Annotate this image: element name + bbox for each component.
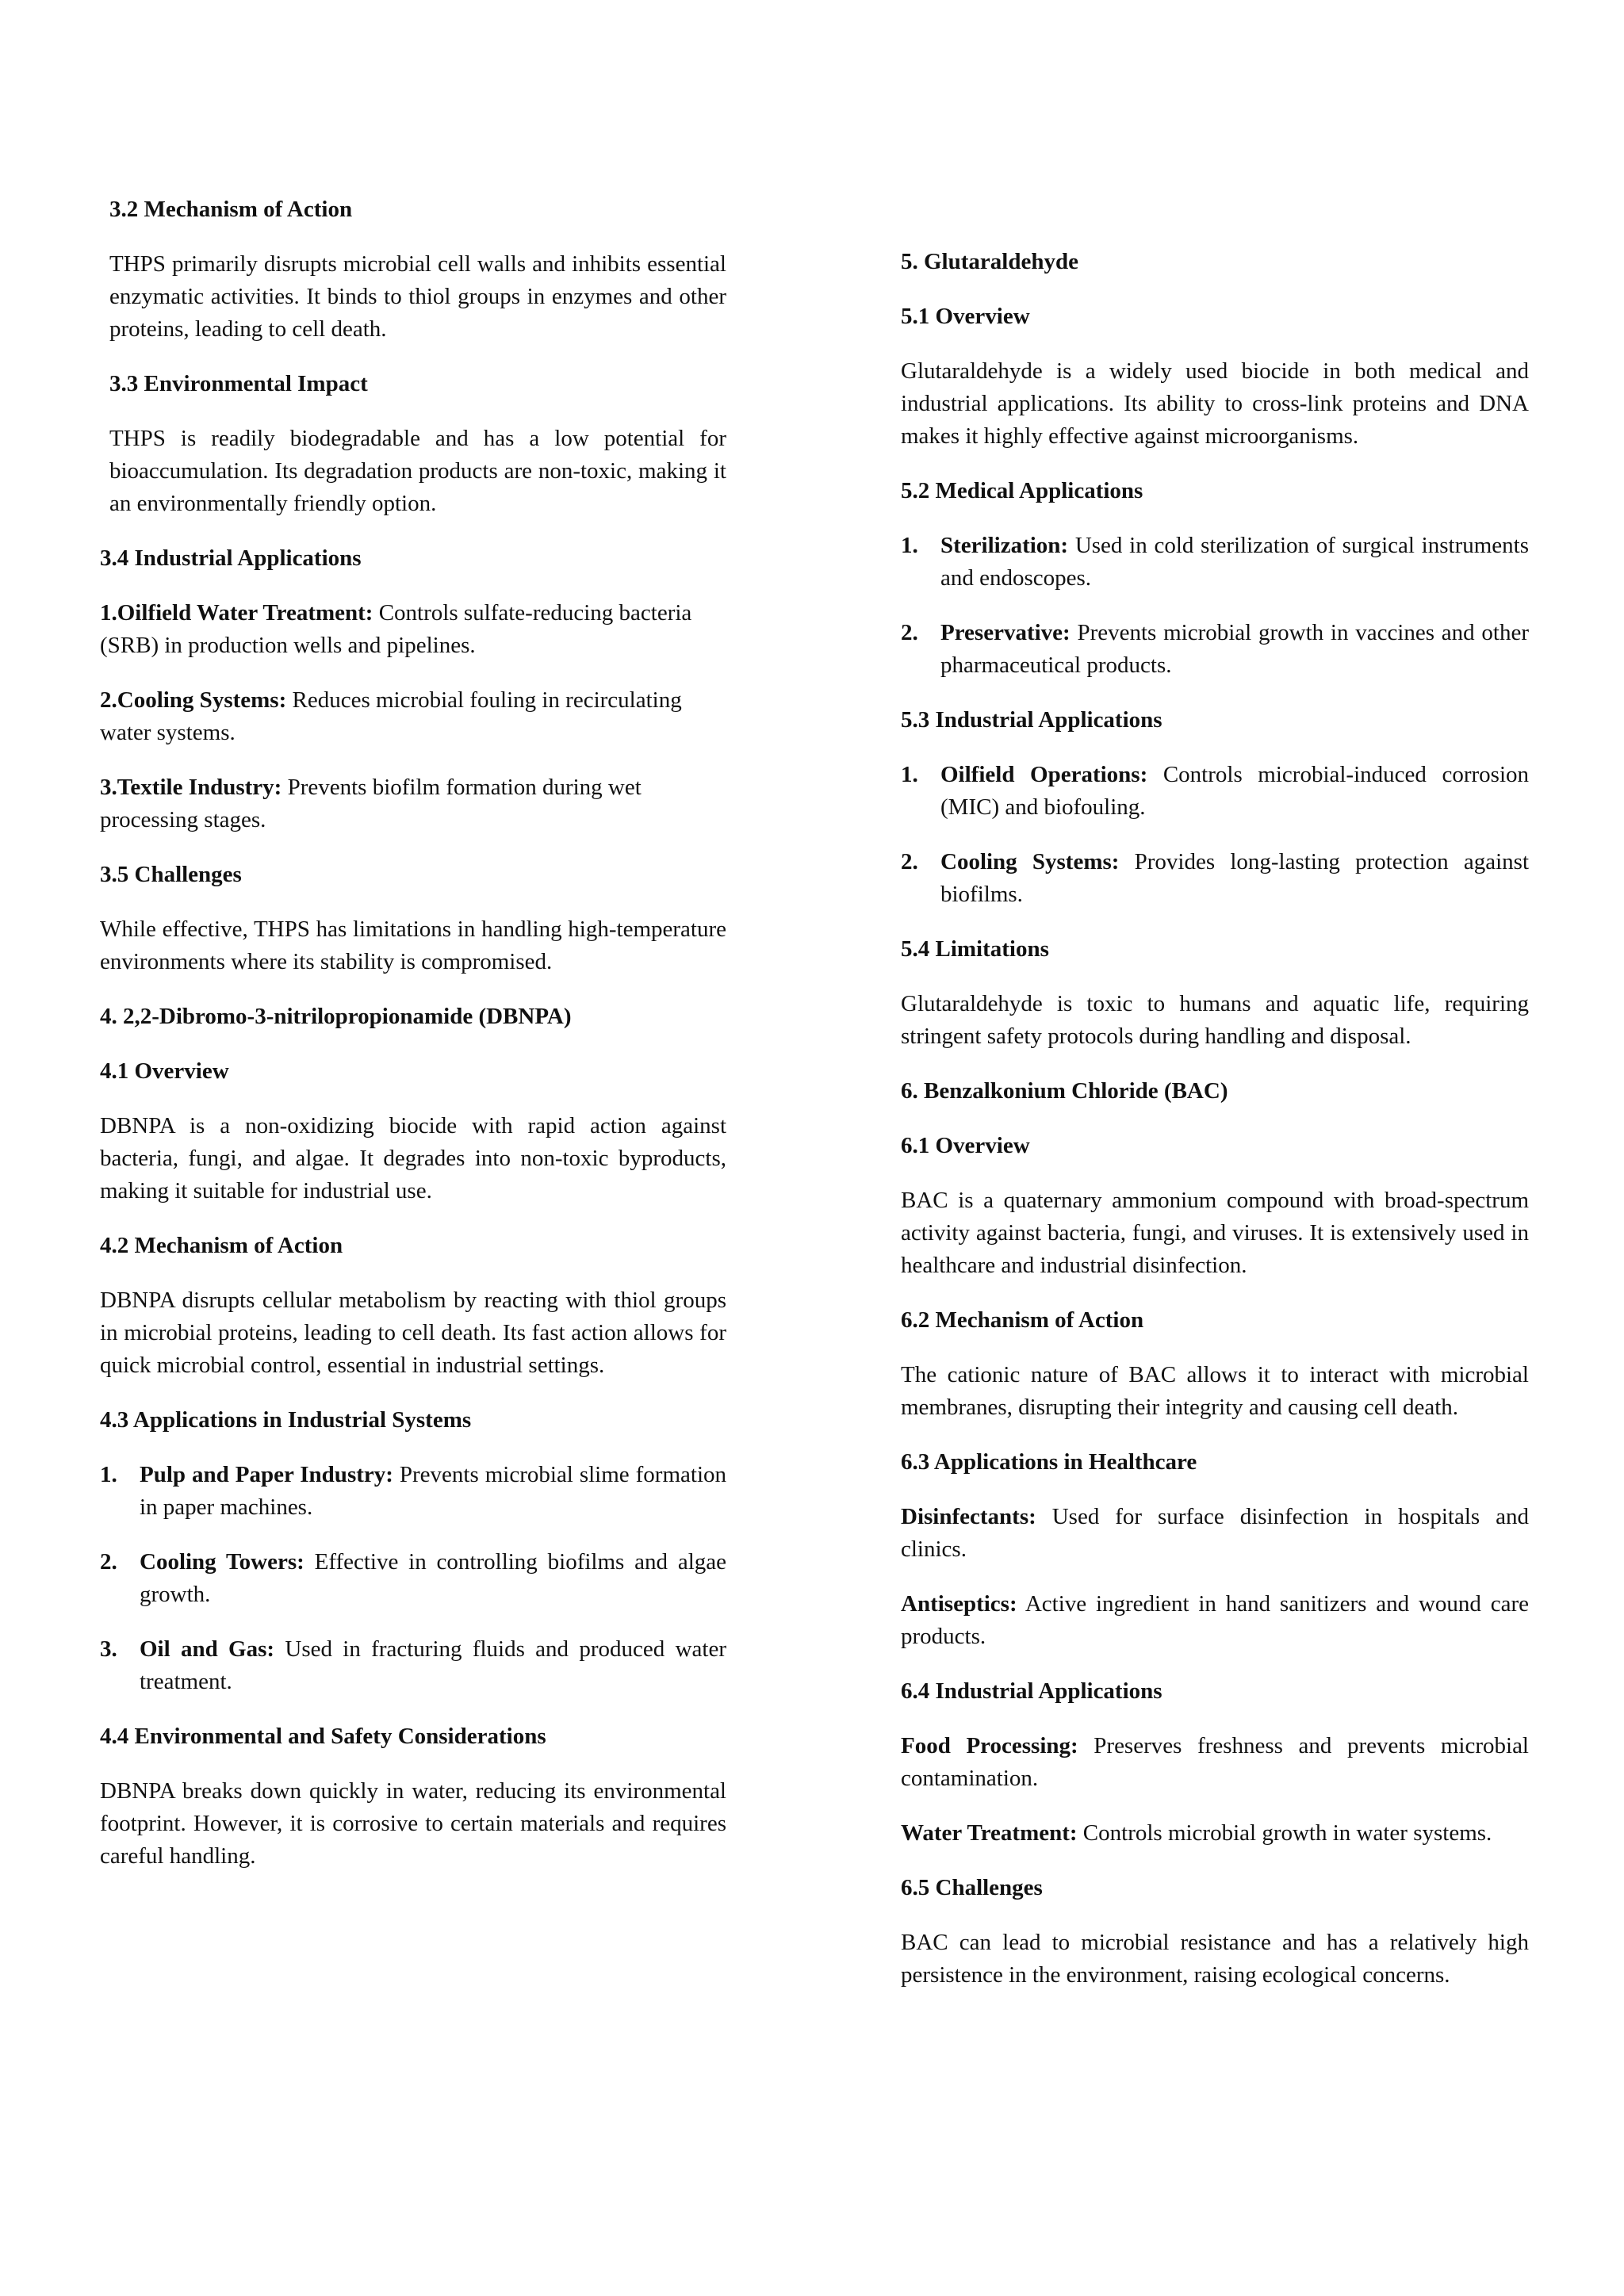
list-number: 2. xyxy=(901,620,918,645)
para-term: 1.Oilfield Water Treatment: xyxy=(100,600,373,626)
heading-5-1: 5.1 Overview xyxy=(901,304,1030,329)
para-term: 3.Textile Industry: xyxy=(100,775,282,800)
para-6-5: BAC can lead to microbial resistance and has a relatively high persistence in the environment, raising ecological concerns. xyxy=(901,1930,1529,1988)
heading-3-2: 3.2 Mechanism of Action xyxy=(109,197,353,222)
para-cooling-systems xyxy=(100,684,726,749)
para-disinfectants xyxy=(901,1501,1529,1566)
heading-4: 4. 2,2-Dibromo-3-nitrilopropionamide (DBNPA) xyxy=(100,1004,572,1029)
right-column xyxy=(901,246,1529,2014)
list-item-term: Preservative: xyxy=(940,620,1071,645)
para-text: Preserves freshness and prevents microbial contamination. xyxy=(901,1733,1529,1791)
para-4-2: DBNPA disrupts cellular metabolism by reacting with thiol groups in microbial proteins, leading to cell death. Its fast action allows for quick microbial control, essential in industrial settings. xyxy=(100,1288,726,1378)
para-text: Controls microbial growth in water systems. xyxy=(1077,1820,1492,1846)
heading-3-5: 3.5 Challenges xyxy=(100,862,242,887)
list-item-text: Prevents microbial slime formation in paper machines. xyxy=(140,1462,727,1520)
list-number: 1. xyxy=(901,533,918,558)
list-item-term: Oilfield Operations: xyxy=(940,762,1148,787)
para-3-2: THPS primarily disrupts microbial cell walls and inhibits essential enzymatic activities. It binds to thiol groups in enzymes and other proteins, leading to cell death. xyxy=(109,251,726,342)
para-term: Disinfectants: xyxy=(901,1504,1036,1529)
list-item-term: Pulp and Paper Industry: xyxy=(140,1462,393,1487)
heading-4-3: 4.3 Applications in Industrial Systems xyxy=(100,1407,472,1433)
list-4-3-item xyxy=(100,1546,726,1611)
list-5-2-item xyxy=(901,530,1529,595)
list-5-3-item xyxy=(901,846,1529,911)
list-item-text: Effective in controlling biofilms and algae growth. xyxy=(140,1549,726,1607)
para-term: 2.Cooling Systems: xyxy=(100,687,287,713)
heading-3-4: 3.4 Industrial Applications xyxy=(100,545,362,571)
heading-5: 5. Glutaraldehyde xyxy=(901,249,1078,274)
para-5-4: Glutaraldehyde is toxic to humans and aquatic life, requiring stringent safety protocols during handling and disposal. xyxy=(901,991,1529,1049)
list-5-2-item xyxy=(901,617,1529,682)
para-term: Food Processing: xyxy=(901,1733,1078,1758)
heading-6-4: 6.4 Industrial Applications xyxy=(901,1678,1162,1704)
para-text: Used for surface disinfection in hospitals and clinics. xyxy=(901,1504,1529,1562)
list-item-text: Prevents microbial growth in vaccines and other pharmaceutical products. xyxy=(940,620,1529,678)
list-item-text: Used in cold sterilization of surgical instruments and endoscopes. xyxy=(940,533,1529,591)
para-5-1: Glutaraldehyde is a widely used biocide in both medical and industrial applications. Its ability to cross-link proteins and DNA makes it highly effective against microorganisms. xyxy=(901,358,1529,449)
list-number: 2. xyxy=(100,1549,117,1575)
list-item-text: Provides long-lasting protection against biofilms. xyxy=(940,849,1529,907)
para-text: Controls sulfate-reducing bacteria (SRB) in production wells and pipelines. xyxy=(100,600,692,658)
para-oilfield-water xyxy=(100,597,726,662)
heading-6-2: 6.2 Mechanism of Action xyxy=(901,1307,1144,1333)
heading-4-2: 4.2 Mechanism of Action xyxy=(100,1233,343,1258)
heading-6-3: 6.3 Applications in Healthcare xyxy=(901,1449,1197,1475)
para-term: Antiseptics: xyxy=(901,1591,1017,1617)
list-item-term: Sterilization: xyxy=(940,533,1069,558)
para-4-1: DBNPA is a non-oxidizing biocide with rapid action against bacteria, fungi, and algae. It degrades into non-toxic byproducts, making it suitable for industrial use. xyxy=(100,1113,726,1203)
para-antiseptics xyxy=(901,1588,1529,1653)
heading-4-4: 4.4 Environmental and Safety Considerations xyxy=(100,1724,546,1749)
list-5-3-item xyxy=(901,759,1529,824)
heading-4-1: 4.1 Overview xyxy=(100,1058,229,1084)
para-4-4: DBNPA breaks down quickly in water, reducing its environmental footprint. However, it is corrosive to certain materials and requires careful handling. xyxy=(100,1778,726,1869)
list-item-term: Cooling Systems: xyxy=(940,849,1120,874)
list-item-term: Cooling Towers: xyxy=(140,1549,304,1575)
list-4-3-item xyxy=(100,1633,726,1698)
list-item-text: Controls microbial-induced corrosion (MIC) and biofouling. xyxy=(940,762,1529,820)
list-item-term: Oil and Gas: xyxy=(140,1636,275,1662)
para-term: Water Treatment: xyxy=(901,1820,1078,1846)
heading-3-3: 3.3 Environmental Impact xyxy=(109,371,368,396)
list-item-text: Used in fracturing fluids and produced water treatment. xyxy=(140,1636,726,1694)
heading-5-3: 5.3 Industrial Applications xyxy=(901,707,1162,733)
para-6-1: BAC is a quaternary ammonium compound with broad-spectrum activity against bacteria, fungi, and viruses. It is extensively used in healthcare and industrial disinfection. xyxy=(901,1188,1529,1278)
para-6-2: The cationic nature of BAC allows it to interact with microbial membranes, disrupting their integrity and causing cell death. xyxy=(901,1362,1529,1420)
para-text: Prevents biofilm formation during wet processing stages. xyxy=(100,775,642,832)
heading-5-4: 5.4 Limitations xyxy=(901,936,1049,962)
heading-6-5: 6.5 Challenges xyxy=(901,1875,1043,1900)
list-number: 1. xyxy=(901,762,918,787)
list-number: 2. xyxy=(901,849,918,874)
para-3-3: THPS is readily biodegradable and has a low potential for bioaccumulation. Its degradation products are non-toxic, making it an environmentally friendly option. xyxy=(109,426,726,516)
list-number: 1. xyxy=(100,1462,117,1487)
heading-6: 6. Benzalkonium Chloride (BAC) xyxy=(901,1078,1228,1104)
para-food-processing xyxy=(901,1730,1529,1795)
para-text: Reduces microbial fouling in recirculating water systems. xyxy=(100,687,682,745)
para-textile xyxy=(100,771,726,836)
para-water-treatment xyxy=(901,1817,1529,1850)
list-number: 3. xyxy=(100,1636,117,1662)
left-column xyxy=(100,193,726,1895)
para-3-5: While effective, THPS has limitations in handling high-temperature environments where its stability is compromised. xyxy=(100,916,726,974)
heading-5-2: 5.2 Medical Applications xyxy=(901,478,1143,503)
heading-6-1: 6.1 Overview xyxy=(901,1133,1030,1158)
list-4-3-item xyxy=(100,1459,726,1524)
para-text: Active ingredient in hand sanitizers and wound care products. xyxy=(901,1591,1529,1649)
